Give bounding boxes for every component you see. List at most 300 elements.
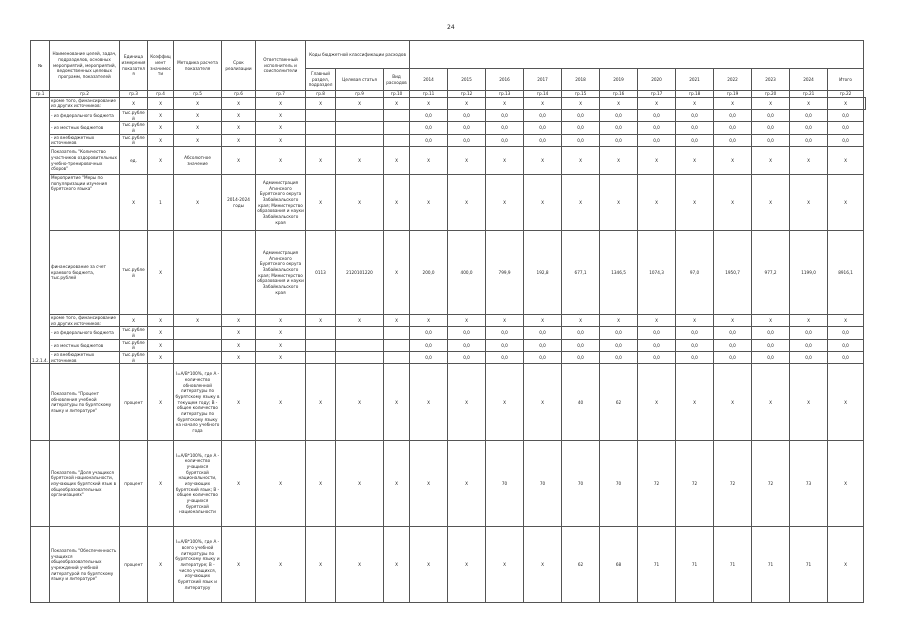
cell bbox=[306, 122, 336, 134]
value-cell: 1074,3 bbox=[638, 231, 676, 315]
cell: X bbox=[222, 327, 256, 339]
cell: X bbox=[174, 315, 222, 327]
cell: X bbox=[600, 97, 638, 109]
cell: X bbox=[306, 315, 336, 327]
value-cell: X bbox=[828, 441, 864, 527]
cell: X bbox=[384, 364, 410, 441]
header-budget-codes: Коды бюджетной классификации расходов bbox=[306, 41, 410, 69]
page-number: 24 bbox=[447, 24, 455, 31]
cell: 0,0 bbox=[790, 122, 828, 134]
cell: 0,0 bbox=[448, 352, 486, 364]
header-year: 2020 bbox=[638, 69, 676, 91]
value-cell: 200,0 bbox=[410, 231, 448, 315]
value-cell: X bbox=[638, 364, 676, 441]
cell: X bbox=[410, 175, 448, 231]
cell: X bbox=[524, 97, 562, 109]
value-cell: 73 bbox=[790, 441, 828, 527]
table-row bbox=[31, 175, 866, 231]
value-cell: X bbox=[410, 527, 448, 603]
cell: 0,0 bbox=[638, 122, 676, 134]
value-cell: 70 bbox=[562, 441, 600, 527]
header-year: 2023 bbox=[752, 69, 790, 91]
cell: 0,0 bbox=[524, 339, 562, 351]
value-cell: 68 bbox=[600, 527, 638, 603]
cell bbox=[864, 97, 866, 109]
col-number: гр.13 bbox=[486, 91, 524, 98]
cell: 0,0 bbox=[600, 122, 638, 134]
cell: 1 bbox=[148, 175, 174, 231]
cell: 0,0 bbox=[524, 110, 562, 122]
col-number: гр.12 bbox=[448, 91, 486, 98]
responsible-cell: Администрация Агинского Бурятского округа Забайкальского края; Министерство образования и науки Забайкальского края bbox=[256, 175, 306, 231]
col-number: гр.15 bbox=[562, 91, 600, 98]
cell: X bbox=[448, 175, 486, 231]
header-year: 2021 bbox=[676, 69, 714, 91]
cell: 0,0 bbox=[410, 352, 448, 364]
cell: X bbox=[638, 97, 676, 109]
cell bbox=[384, 339, 410, 351]
cell: X bbox=[256, 352, 306, 364]
value-cell: X bbox=[524, 527, 562, 603]
table-row bbox=[31, 97, 866, 109]
value-cell: 70 bbox=[524, 441, 562, 527]
table-row bbox=[31, 441, 866, 527]
cell: X bbox=[148, 122, 174, 134]
cell: 0,0 bbox=[410, 122, 448, 134]
cell: X bbox=[256, 364, 306, 441]
cell: 0,0 bbox=[714, 110, 752, 122]
cell: 0,0 bbox=[638, 339, 676, 351]
col-number: гр.14 bbox=[524, 91, 562, 98]
cell: X bbox=[384, 527, 410, 603]
cell: X bbox=[448, 315, 486, 327]
cell: X bbox=[256, 339, 306, 351]
cell: 0,0 bbox=[486, 110, 524, 122]
header-year: 2016 bbox=[486, 69, 524, 91]
cell: 0113 bbox=[306, 231, 336, 315]
cell bbox=[306, 339, 336, 351]
cell bbox=[384, 134, 410, 146]
cell: тыс.рублей bbox=[120, 352, 148, 364]
cell: 0,0 bbox=[790, 327, 828, 339]
cell: X bbox=[148, 147, 174, 175]
cell: X bbox=[256, 97, 306, 109]
cell: X bbox=[148, 110, 174, 122]
header-total: Итого bbox=[828, 69, 864, 91]
cell: X bbox=[676, 315, 714, 327]
row-label: кроме того, финансирование из других источников: bbox=[50, 97, 120, 109]
cell: 0,0 bbox=[600, 327, 638, 339]
cell bbox=[174, 327, 222, 339]
value-cell: 72 bbox=[638, 441, 676, 527]
value-cell: 62 bbox=[600, 364, 638, 441]
cell: 0,0 bbox=[676, 327, 714, 339]
cell: X bbox=[790, 175, 828, 231]
cell: 0,0 bbox=[638, 110, 676, 122]
value-cell: 97,0 bbox=[676, 231, 714, 315]
cell: X bbox=[222, 97, 256, 109]
cell: 0,0 bbox=[828, 110, 864, 122]
table-row bbox=[31, 339, 866, 351]
cell: X bbox=[222, 110, 256, 122]
column-number-row bbox=[31, 91, 866, 98]
cell: 0,0 bbox=[714, 134, 752, 146]
cell: X bbox=[790, 315, 828, 327]
cell: 0,0 bbox=[752, 352, 790, 364]
cell: 0,0 bbox=[448, 327, 486, 339]
header-name: Наименование целей, задач, подразделов, основных мероприятий, мероприятий, ведомственных целевых программ, показателей bbox=[50, 41, 120, 91]
cell: 0,0 bbox=[828, 352, 864, 364]
cell: 0,0 bbox=[600, 110, 638, 122]
cell: X bbox=[256, 315, 306, 327]
cell: X bbox=[336, 175, 384, 231]
col-number: гр.9 bbox=[336, 91, 384, 98]
col-number: гр.5 bbox=[174, 91, 222, 98]
cell: 0,0 bbox=[828, 134, 864, 146]
cell: X bbox=[336, 97, 384, 109]
cell: X bbox=[306, 147, 336, 175]
cell bbox=[31, 364, 50, 441]
cell: X bbox=[828, 97, 864, 109]
cell: X bbox=[222, 315, 256, 327]
cell: 0,0 bbox=[676, 134, 714, 146]
budget-table bbox=[30, 40, 866, 603]
cell: 0,0 bbox=[676, 122, 714, 134]
cell: X bbox=[384, 175, 410, 231]
value-cell: X bbox=[676, 364, 714, 441]
cell: 0,0 bbox=[676, 110, 714, 122]
indicator-name: Показатель "Доля учащихся бурятской национальности, изучающих бурятский язык в общеобразовательных организациях" bbox=[50, 441, 120, 527]
cell: X bbox=[448, 97, 486, 109]
cell: 0,0 bbox=[600, 339, 638, 351]
cell: X bbox=[148, 327, 174, 339]
cell: X bbox=[174, 134, 222, 146]
value-cell: X bbox=[828, 364, 864, 441]
row-label: - из внебюджетных источников bbox=[50, 352, 120, 364]
header-year: 2014 bbox=[410, 69, 448, 91]
cell bbox=[306, 327, 336, 339]
value-cell: X bbox=[790, 364, 828, 441]
col-number: гр.18 bbox=[676, 91, 714, 98]
table-row bbox=[31, 364, 866, 441]
col-number: гр.17 bbox=[638, 91, 676, 98]
cell: X bbox=[148, 364, 174, 441]
header-method: Методика расчета показателя bbox=[174, 41, 222, 91]
cell: X bbox=[714, 147, 752, 175]
cell: X bbox=[148, 231, 174, 315]
cell: 0,0 bbox=[486, 122, 524, 134]
cell: X bbox=[676, 175, 714, 231]
col-number: гр.3 bbox=[120, 91, 148, 98]
cell: тыс.рублей bbox=[120, 122, 148, 134]
cell: X bbox=[148, 339, 174, 351]
value-cell: 71 bbox=[790, 527, 828, 603]
header-razdel: Главный раздел, подраздел bbox=[306, 69, 336, 91]
row-label: - из местных бюджетов bbox=[50, 339, 120, 351]
value-cell: 71 bbox=[676, 527, 714, 603]
value-cell: 400,0 bbox=[448, 231, 486, 315]
cell: X bbox=[148, 315, 174, 327]
cell: 0,0 bbox=[752, 110, 790, 122]
cell: X bbox=[256, 327, 306, 339]
cell: 0,0 bbox=[448, 110, 486, 122]
row-label: - из внебюджетных источников bbox=[50, 134, 120, 146]
cell: X bbox=[562, 147, 600, 175]
col-number: гр.19 bbox=[714, 91, 752, 98]
cell bbox=[31, 441, 50, 527]
cell: X bbox=[486, 147, 524, 175]
value-cell: X bbox=[448, 527, 486, 603]
col-number: гр.2 bbox=[50, 91, 120, 98]
cell: X bbox=[336, 441, 384, 527]
cell: X bbox=[306, 364, 336, 441]
col-number: гр.21 bbox=[790, 91, 828, 98]
cell: X bbox=[222, 339, 256, 351]
value-cell: X bbox=[486, 527, 524, 603]
header-year: 2015 bbox=[448, 69, 486, 91]
cell: 0,0 bbox=[828, 339, 864, 351]
col-number: гр.22 bbox=[828, 91, 864, 98]
header-target: Целевая статья bbox=[336, 69, 384, 91]
value-cell: 62 bbox=[562, 527, 600, 603]
value-cell: 71 bbox=[714, 527, 752, 603]
financing-label: финансирование за счет краевого бюджета, тыс.рублей bbox=[50, 231, 120, 315]
cell bbox=[384, 110, 410, 122]
value-cell: X bbox=[448, 441, 486, 527]
cell: X bbox=[714, 97, 752, 109]
table-row bbox=[31, 327, 866, 339]
cell: X bbox=[148, 352, 174, 364]
col-number: гр.8 bbox=[306, 91, 336, 98]
cell: X bbox=[256, 527, 306, 603]
cell: X bbox=[486, 315, 524, 327]
value-cell: 192,8 bbox=[524, 231, 562, 315]
cell bbox=[174, 352, 222, 364]
cell: X bbox=[714, 175, 752, 231]
cell: X bbox=[222, 122, 256, 134]
cell: X bbox=[306, 527, 336, 603]
header-years-blank bbox=[410, 41, 864, 69]
cell: X bbox=[384, 441, 410, 527]
cell: 0,0 bbox=[562, 339, 600, 351]
cell bbox=[306, 352, 336, 364]
col-number: гр.10 bbox=[384, 91, 410, 98]
cell: X bbox=[790, 147, 828, 175]
cell: 0,0 bbox=[790, 110, 828, 122]
value-cell: 70 bbox=[600, 441, 638, 527]
row-label: - из федерального бюджета bbox=[50, 110, 120, 122]
cell: X bbox=[120, 315, 148, 327]
cell: X bbox=[256, 147, 306, 175]
cell: X bbox=[676, 147, 714, 175]
value-cell: X bbox=[828, 527, 864, 603]
header-coef: Коэффициент значимости bbox=[148, 41, 174, 91]
cell: 0,0 bbox=[790, 134, 828, 146]
cell: 0,0 bbox=[524, 327, 562, 339]
value-cell: 1199,0 bbox=[790, 231, 828, 315]
value-cell: 977,2 bbox=[752, 231, 790, 315]
col-number: гр.11 bbox=[410, 91, 448, 98]
value-cell: 40 bbox=[562, 364, 600, 441]
cell: X bbox=[174, 122, 222, 134]
cell: 0,0 bbox=[448, 134, 486, 146]
cell: ед. bbox=[120, 147, 148, 175]
cell bbox=[174, 231, 222, 315]
cell: X bbox=[336, 527, 384, 603]
header-num: № bbox=[31, 41, 50, 91]
cell: X bbox=[410, 441, 448, 527]
cell bbox=[336, 122, 384, 134]
table-row bbox=[31, 110, 866, 122]
cell: 0,0 bbox=[752, 122, 790, 134]
table-row bbox=[31, 352, 866, 364]
cell: тыс.рублей bbox=[120, 327, 148, 339]
cell bbox=[384, 327, 410, 339]
cell: 0,0 bbox=[486, 339, 524, 351]
cell: X bbox=[790, 97, 828, 109]
cell: X bbox=[752, 175, 790, 231]
col-number: гр.1 bbox=[31, 91, 50, 98]
cell: X bbox=[486, 175, 524, 231]
cell: X bbox=[256, 134, 306, 146]
cell: X bbox=[600, 315, 638, 327]
cell: X bbox=[120, 97, 148, 109]
cell: 0,0 bbox=[562, 110, 600, 122]
table-row bbox=[31, 527, 866, 603]
header-year: 2019 bbox=[600, 69, 638, 91]
cell: X bbox=[752, 315, 790, 327]
cell: 0,0 bbox=[828, 327, 864, 339]
indicator-name: Показатель "Процент обновления учебной литературы по бурятскому языку и литературе" bbox=[50, 364, 120, 441]
header-year: 2024 bbox=[790, 69, 828, 91]
cell: X bbox=[828, 175, 864, 231]
header-period: Срок реализации bbox=[222, 41, 256, 91]
cell: 0,0 bbox=[638, 327, 676, 339]
cell: 0,0 bbox=[600, 352, 638, 364]
value-cell: 677,1 bbox=[562, 231, 600, 315]
cell: 0,0 bbox=[676, 339, 714, 351]
cell: Абсолютное значение bbox=[174, 147, 222, 175]
cell: X bbox=[148, 97, 174, 109]
cell: X bbox=[174, 110, 222, 122]
cell: X bbox=[752, 97, 790, 109]
cell: X bbox=[336, 364, 384, 441]
cell: 0,0 bbox=[448, 339, 486, 351]
value-cell: 72 bbox=[676, 441, 714, 527]
cell: X bbox=[222, 134, 256, 146]
indicator-name: Показатель "Количество участников оздоровительных учебно-тренировочных сборов" bbox=[50, 147, 120, 175]
cell: процент bbox=[120, 364, 148, 441]
cell: X bbox=[256, 122, 306, 134]
cell: X bbox=[410, 147, 448, 175]
cell: X bbox=[222, 441, 256, 527]
row-label: кроме того, финансирование из других источников: bbox=[50, 315, 120, 327]
header-year: 2022 bbox=[714, 69, 752, 91]
cell: X bbox=[638, 175, 676, 231]
cell: 0,0 bbox=[524, 352, 562, 364]
cell: тыс.рублей bbox=[120, 110, 148, 122]
cell: X bbox=[336, 315, 384, 327]
cell: X bbox=[384, 231, 410, 315]
cell: X bbox=[256, 110, 306, 122]
cell: X bbox=[676, 97, 714, 109]
method-cell: I=A/B*100%, где А - количество учащихся бурятской национальности, изучающих бурятский язык; В - общее количество учащихся бурятской национальности bbox=[174, 441, 222, 527]
cell: X bbox=[562, 175, 600, 231]
cell: 0,0 bbox=[714, 352, 752, 364]
value-cell: X bbox=[486, 364, 524, 441]
cell: 0,0 bbox=[638, 134, 676, 146]
cell: 2120101220 bbox=[336, 231, 384, 315]
row-label: - из федерального бюджета bbox=[50, 327, 120, 339]
cell: 0,0 bbox=[790, 339, 828, 351]
value-cell: 71 bbox=[638, 527, 676, 603]
cell: X bbox=[306, 175, 336, 231]
cell: 0,0 bbox=[752, 134, 790, 146]
row-number-event: 1.2.1.4. bbox=[31, 97, 50, 364]
cell: X bbox=[222, 352, 256, 364]
col-number: гр.16 bbox=[600, 91, 638, 98]
cell: X bbox=[410, 97, 448, 109]
cell: X bbox=[222, 147, 256, 175]
cell bbox=[306, 134, 336, 146]
cell: X bbox=[148, 441, 174, 527]
cell: X bbox=[120, 175, 148, 231]
cell: X bbox=[638, 147, 676, 175]
cell: 0,0 bbox=[410, 110, 448, 122]
cell: X bbox=[384, 147, 410, 175]
value-cell: 72 bbox=[714, 441, 752, 527]
cell: X bbox=[752, 147, 790, 175]
cell: X bbox=[410, 364, 448, 441]
cell: 0,0 bbox=[676, 352, 714, 364]
method-cell: I=A/B*100%, где А - количество обновленной литературы по бурятскому языку в текущем году; В - общее количество литературы по бурятскому языку на начало учебного года bbox=[174, 364, 222, 441]
header-year: 2017 bbox=[524, 69, 562, 91]
cell: тыс.рублей bbox=[120, 134, 148, 146]
header-row bbox=[31, 41, 866, 69]
header-unit: Единица измерения показателя bbox=[120, 41, 148, 91]
cell: тыс.рублей bbox=[120, 339, 148, 351]
responsible-cell: Администрация Агинского Бурятского округа Забайкальского края; Министерство образования и науки Забайкальского края bbox=[256, 231, 306, 315]
col-number: гр.7 bbox=[256, 91, 306, 98]
cell: 0,0 bbox=[562, 134, 600, 146]
cell: X bbox=[524, 175, 562, 231]
table-row bbox=[31, 122, 866, 134]
cell bbox=[336, 327, 384, 339]
cell: X bbox=[828, 315, 864, 327]
value-cell: X bbox=[524, 364, 562, 441]
value-cell: 70 bbox=[486, 441, 524, 527]
cell bbox=[306, 110, 336, 122]
method-cell: I=A/B*100%, где А - всего учебной литературы по бурятскому языку и литературе; В - число учащихся, изучающих бурятский язык и литературу bbox=[174, 527, 222, 603]
event-name: Мероприятие "Меры по популяризации изучения бурятского языка" bbox=[50, 175, 120, 231]
cell: тыс.рублей bbox=[120, 231, 148, 315]
cell: 0,0 bbox=[486, 134, 524, 146]
cell: X bbox=[714, 315, 752, 327]
cell: X bbox=[306, 441, 336, 527]
cell bbox=[384, 122, 410, 134]
col-number: гр.20 bbox=[752, 91, 790, 98]
table-row bbox=[31, 147, 866, 175]
cell: 0,0 bbox=[714, 327, 752, 339]
cell: X bbox=[524, 315, 562, 327]
value-cell: X bbox=[714, 364, 752, 441]
cell: 0,0 bbox=[600, 134, 638, 146]
cell: 0,0 bbox=[524, 134, 562, 146]
cell: X bbox=[562, 97, 600, 109]
cell: X bbox=[384, 97, 410, 109]
cell: 2014-2024 годы bbox=[222, 175, 256, 231]
cell bbox=[222, 231, 256, 315]
